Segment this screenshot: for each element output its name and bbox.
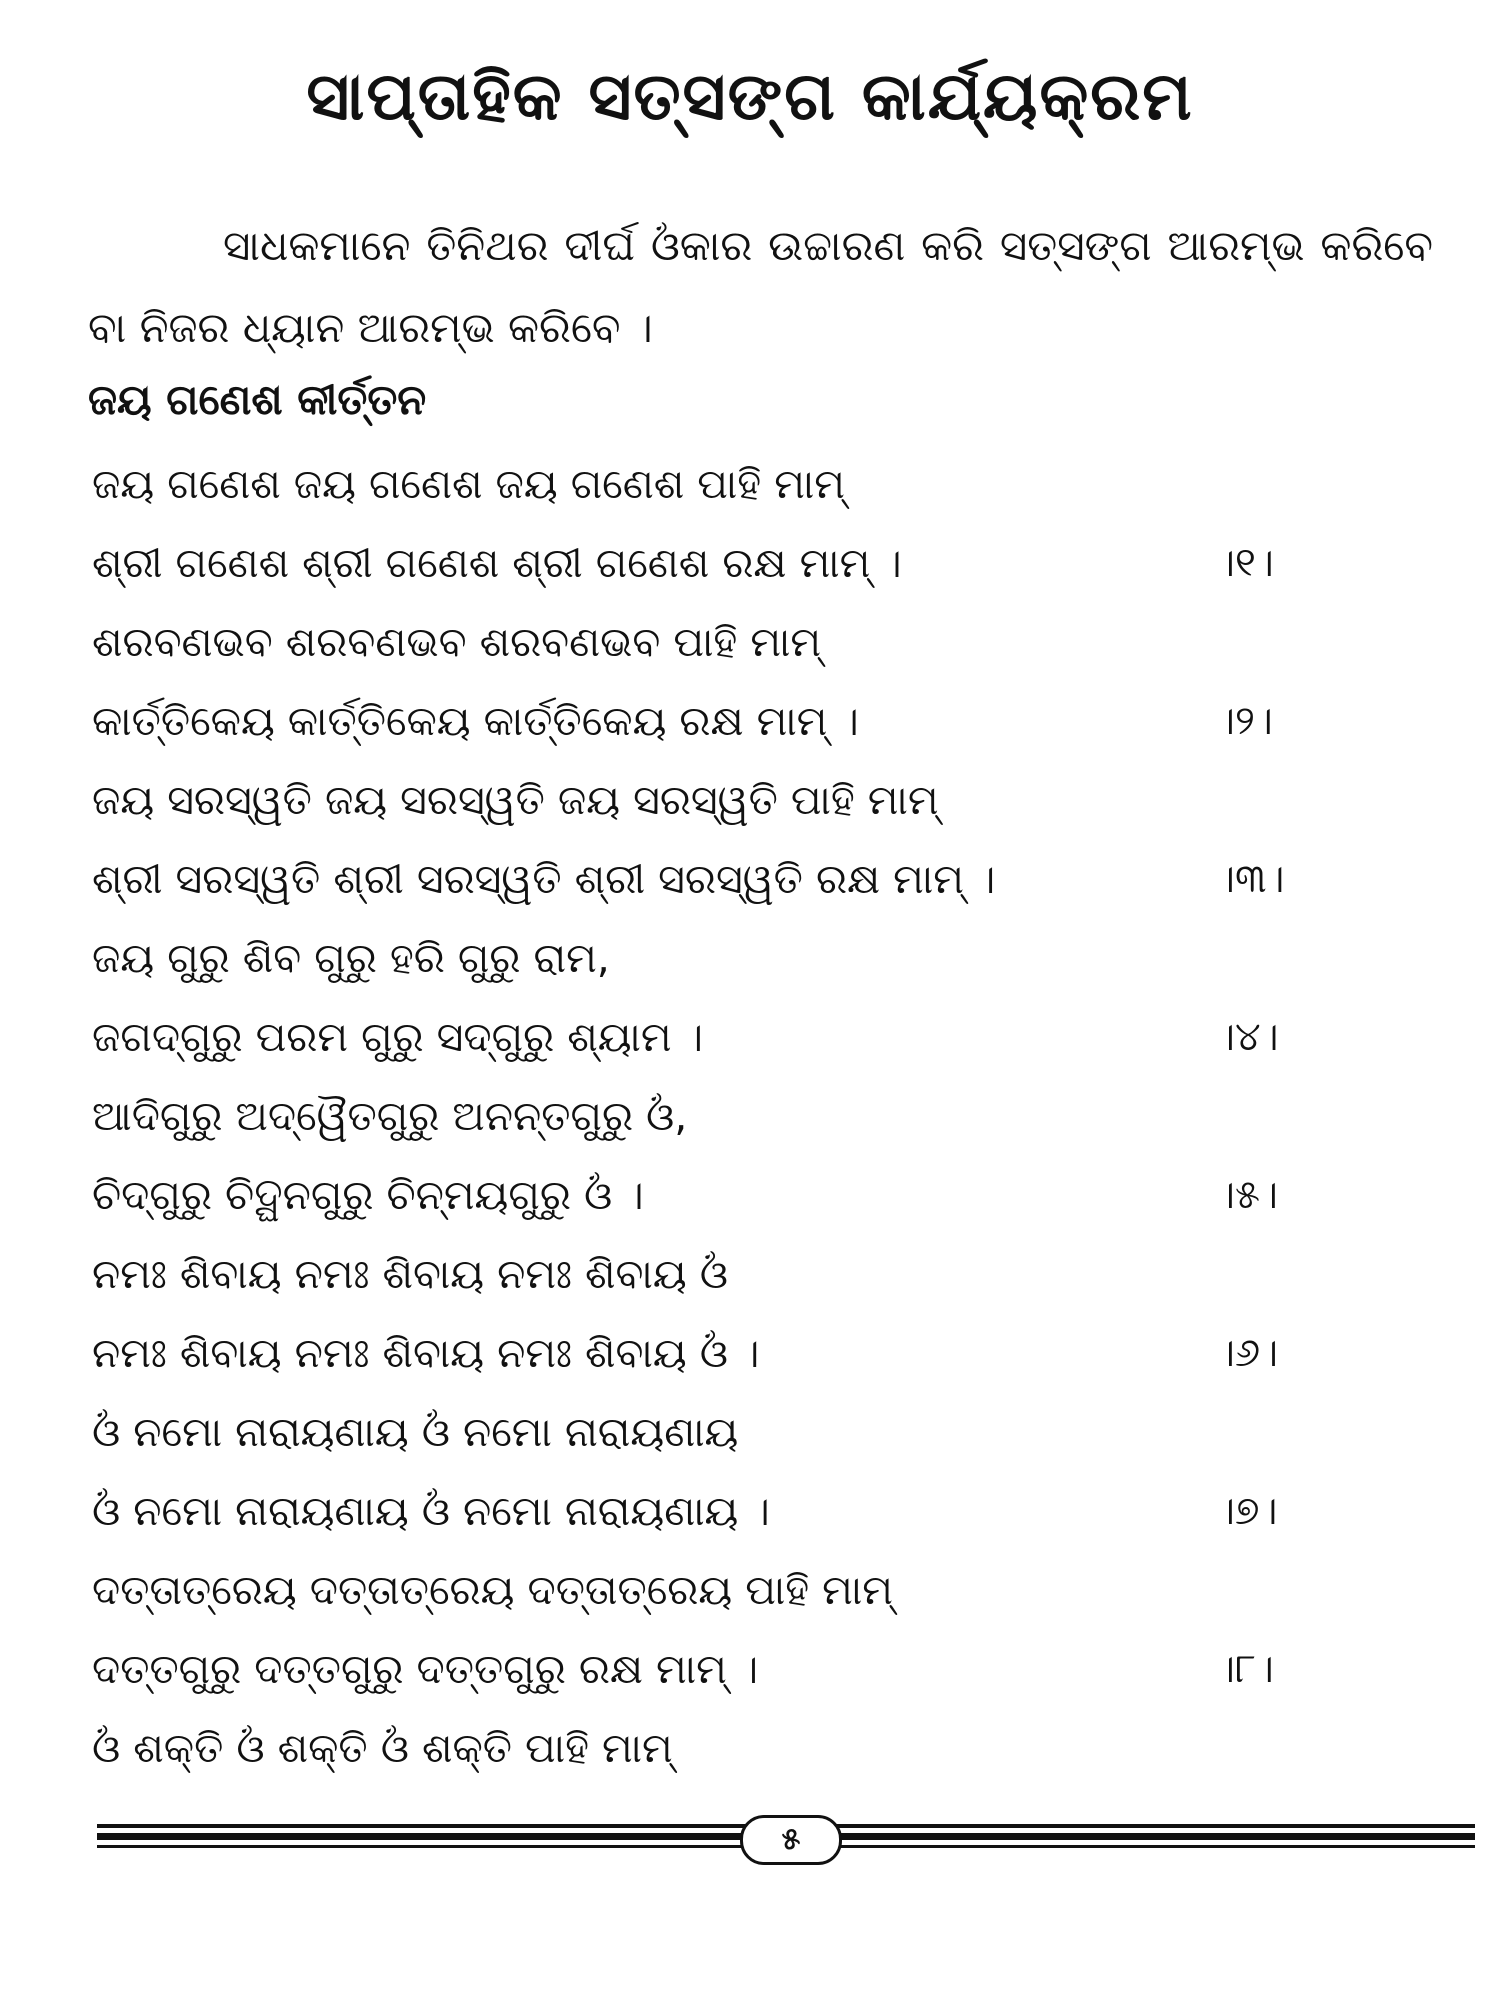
verse-text: ଜୟ ସରସ୍ୱତି ଜୟ ସରସ୍ୱତି ଜୟ ସରସ୍ୱତି ପାହି ମାମ୍: [92, 776, 939, 824]
verse-line: [92, 1630, 1342, 1709]
verse-text: ଜୟ ଗଣେଶ ଜୟ ଗଣେଶ ଜୟ ଗଣେଶ ପାହି ମାମ୍: [92, 460, 845, 508]
verse-line: [92, 445, 1342, 524]
verse-text: ଓଁ ଶକ୍ତି ଓଁ ଶକ୍ତି ଓଁ ଶକ୍ତି ପାହି ମାମ୍: [92, 1724, 673, 1772]
verse-list: [92, 445, 1342, 1788]
verse-text: ଶ୍ରୀ ଗଣେଶ ଶ୍ରୀ ଗଣେଶ ଶ୍ରୀ ଗଣେଶ ରକ୍ଷ ମାମ୍ ।: [92, 539, 902, 587]
verse-line: [92, 1472, 1342, 1551]
verse-number: ।୪।: [1217, 1014, 1279, 1060]
verse-line: [92, 524, 1342, 603]
verse-text: ଶ୍ରୀ ସରସ୍ୱତି ଶ୍ରୀ ସରସ୍ୱତି ଶ୍ରୀ ସରସ୍ୱତି ରକ୍ଷ ମାମ୍ ।: [92, 855, 996, 903]
verse-line: [92, 1709, 1342, 1788]
verse-text: ଜୟ ଗୁରୁ ଶିବ ଗୁରୁ ହରି ଗୁରୁ ରାମ,: [92, 934, 610, 982]
verse-text: ଦତ୍ତାତ୍ରେୟ ଦତ୍ତାତ୍ରେୟ ଦତ୍ତାତ୍ରେୟ ପାହି ମାମ୍: [92, 1566, 893, 1614]
verse-number: ।୭।: [1217, 1488, 1278, 1534]
verse-text: କାର୍ତ୍ତିକେୟ କାର୍ତ୍ତିକେୟ କାର୍ତ୍ତିକେୟ ରକ୍ଷ ମାମ୍ ।: [92, 697, 859, 745]
page-title: ସାପ୍ତାହିକ ସତ୍ସଙ୍ଗ କାର୍ଯ୍ୟକ୍ରମ: [306, 58, 1194, 135]
verse-number: ।୮।: [1217, 1646, 1274, 1692]
verse-line: [92, 1156, 1342, 1235]
verse-line: [92, 919, 1342, 998]
verse-text: ନମଃ ଶିବାୟ ନମଃ ଶିବାୟ ନମଃ ଶିବାୟ ଓଁ ।: [92, 1329, 760, 1377]
verse-text: ଶରବଣଭବ ଶରବଣଭବ ଶରବଣଭବ ପାହି ମାମ୍: [92, 618, 822, 666]
verse-number: ।୬।: [1217, 1330, 1279, 1376]
verse-text: ଓଁ ନମୋ ନାରାୟଣାୟ ଓଁ ନମୋ ନାରାୟଣାୟ: [92, 1408, 739, 1456]
verse-line: [92, 1077, 1342, 1156]
verse-number: ।୩।: [1217, 856, 1285, 902]
verse-line: [92, 1551, 1342, 1630]
intro-paragraph: ସାଧକମାନେ ତିନିଥର ଦୀର୍ଘ ଓଁକାର ଉଚ୍ଚାରଣ କରି ସତ୍ସଙ୍ଗ ଆରମ୍ଭ କରିବେ ବା ନିଜର ଧ୍ୟାନ ଆରମ୍ଭ କରିବେ ।: [88, 221, 1433, 352]
verse-text: ଆଦିଗୁରୁ ଅଦ୍ୱୈତଗୁରୁ ଅନନ୍ତଗୁରୁ ଓଁ,: [92, 1092, 688, 1140]
verse-line: [92, 1314, 1342, 1393]
verse-number: ।୨।: [1217, 698, 1273, 744]
verse-text: ଚିଦ୍ଗୁରୁ ଚିଦ୍ଘନଗୁରୁ ଚିନ୍ମୟଗୁରୁ ଓଁ ।: [92, 1171, 644, 1219]
page-footer: [97, 1818, 1475, 1862]
verse-line: [92, 761, 1342, 840]
verse-number: ।୫।: [1217, 1172, 1278, 1218]
verse-line: [92, 998, 1342, 1077]
verse-line: [92, 682, 1342, 761]
verse-text: ଦତ୍ତଗୁରୁ ଦତ୍ତଗୁରୁ ଦତ୍ତଗୁରୁ ରକ୍ଷ ମାମ୍ ।: [92, 1645, 759, 1693]
verse-line: [92, 1235, 1342, 1314]
verse-line: [92, 840, 1342, 919]
verse-number: ।୧।: [1217, 540, 1274, 586]
verse-text: ଓଁ ନମୋ ନାରାୟଣାୟ ଓଁ ନମୋ ନାରାୟଣାୟ ।: [92, 1487, 770, 1535]
verse-text: ଜଗଦ୍ଗୁରୁ ପରମ ଗୁରୁ ସଦ୍ଗୁରୁ ଶ୍ୟାମ ।: [92, 1013, 704, 1061]
verse-text: ନମଃ ଶିବାୟ ନମଃ ଶିବାୟ ନମଃ ଶିବାୟ ଓଁ: [92, 1250, 728, 1298]
page-number-badge: ୫: [740, 1815, 842, 1865]
verse-line: [92, 603, 1342, 682]
section-heading: ଜୟ ଗଣେଶ କୀର୍ତ୍ତନ: [88, 375, 427, 424]
verse-line: [92, 1393, 1342, 1472]
